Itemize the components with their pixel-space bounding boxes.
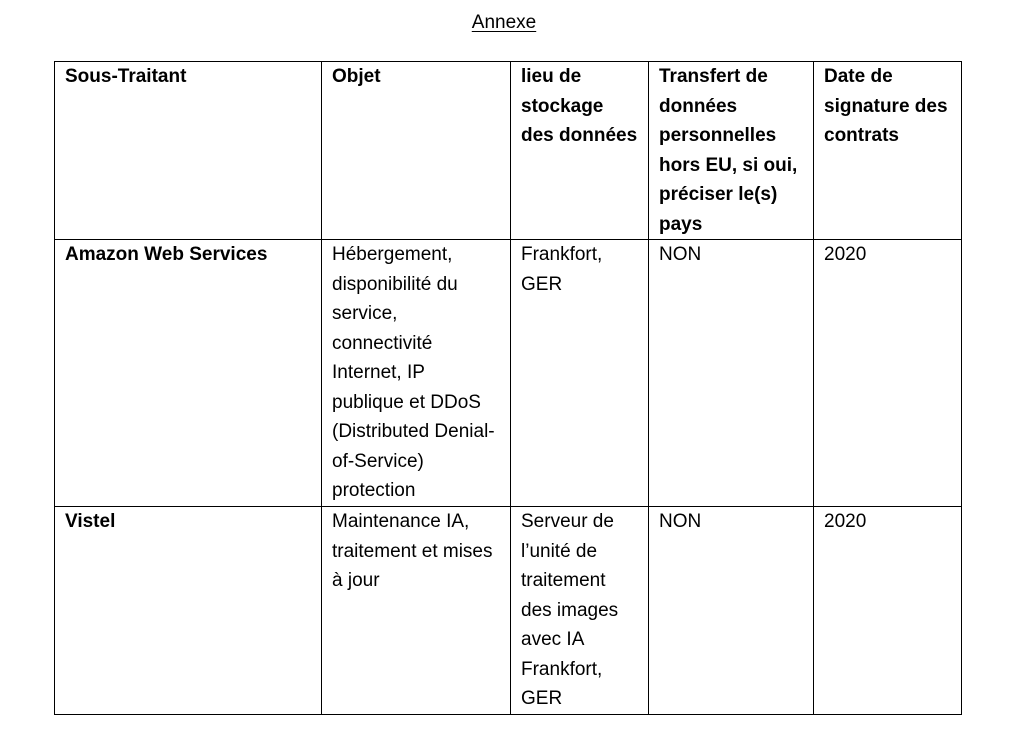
cell-objet: Hébergement, disponibilité du service, connectivité Internet, IP publique et DDoS (Distributed Denial-of-Service) protection: [322, 240, 511, 507]
header-transfert: Transfert de données personnelles hors EU, si oui, préciser le(s) pays: [649, 62, 814, 240]
cell-transfert: NON: [649, 507, 814, 715]
cell-objet: Maintenance IA, traitement et mises à jour: [322, 507, 511, 715]
cell-sous-traitant: Vistel: [55, 507, 322, 715]
table-row: [55, 240, 962, 507]
header-date-signature: Date de signature des contrats: [814, 62, 962, 240]
cell-date: 2020: [814, 240, 962, 507]
cell-transfert: NON: [649, 240, 814, 507]
header-objet: Objet: [322, 62, 511, 240]
table-row: [55, 507, 962, 715]
cell-lieu: Serveur de l’unité de traitement des images avec IA Frankfort, GER: [511, 507, 649, 715]
subcontractor-table: [54, 61, 962, 715]
cell-date: 2020: [814, 507, 962, 715]
cell-sous-traitant: Amazon Web Services: [55, 240, 322, 507]
header-sous-traitant: Sous-Traitant: [55, 62, 322, 240]
table-header-row: [55, 62, 962, 240]
cell-lieu: Frankfort, GER: [511, 240, 649, 507]
document-title: Annexe: [471, 12, 537, 33]
header-lieu-stockage: lieu de stockage des données: [511, 62, 649, 240]
